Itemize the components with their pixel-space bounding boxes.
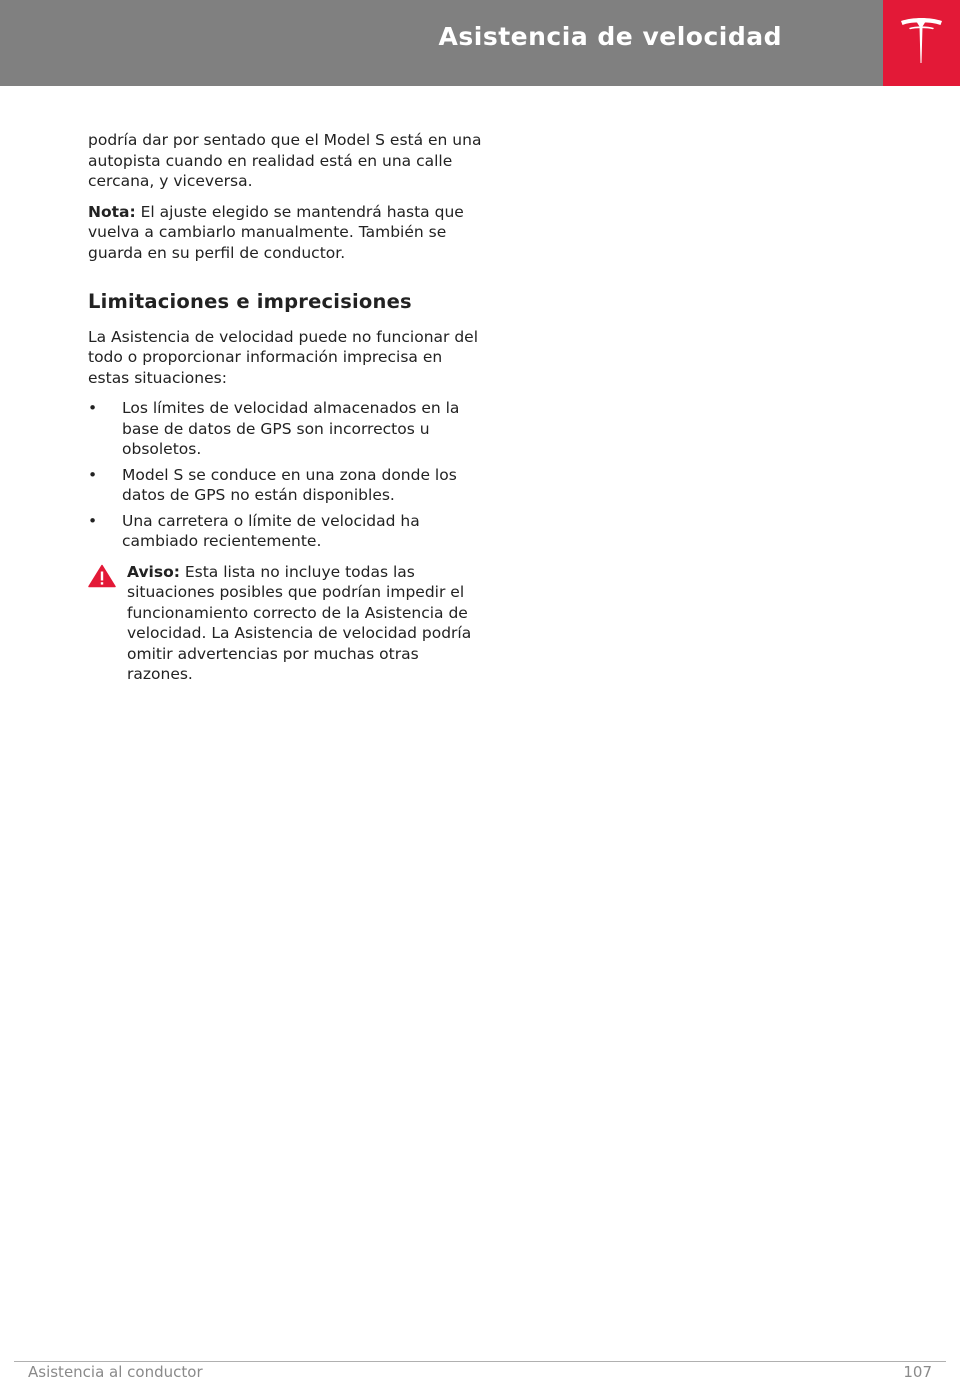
warning-text: Esta lista no incluye todas las situaciones posibles que podrían impedir el funcionamiento correcto de la Asistencia de velocidad. La Asistencia de velocidad podría omitir advertencias por muchas otras razones.: [127, 562, 472, 683]
note-text: El ajuste elegido se mantendrá hasta que vuelva a cambiarlo manualmente. También se guarda en su perfil de conductor.: [88, 202, 464, 262]
section-heading: Limitaciones e imprecisiones: [88, 290, 412, 313]
warning-label: Aviso:: [127, 562, 180, 581]
bullet-icon: •: [88, 399, 98, 417]
main-column: [88, 130, 488, 685]
logo-box: [883, 0, 960, 86]
tesla-logo-icon: [899, 16, 944, 66]
warning-box: [88, 562, 488, 685]
footer-divider: [14, 1361, 946, 1362]
intro-paragraph: La Asistencia de velocidad puede no funcionar del todo o proporcionar información imprecisa en estas situaciones:: [88, 327, 478, 387]
page-title: Asistencia de velocidad: [438, 22, 782, 51]
paragraph: podría dar por sentado que el Model S está en una autopista cuando en realidad está en una calle cercana, y viceversa.: [88, 131, 482, 190]
warning-triangle-icon: [88, 564, 116, 588]
note: [88, 202, 488, 264]
list-item: [88, 511, 488, 552]
footer-section: Asistencia al conductor: [28, 1363, 203, 1381]
list-item-text: Model S se conduce en una zona donde los datos de GPS no están disponibles.: [122, 465, 457, 504]
bullet-icon: •: [88, 465, 98, 484]
bullet-list: [88, 398, 488, 552]
list-item: [88, 398, 488, 460]
header-bar: [0, 0, 883, 86]
list-item: [88, 465, 488, 506]
list-item-text: Los límites de velocidad almacenados en la base de datos de GPS son incorrectos u obsoletos.: [122, 399, 460, 458]
note-label: Nota:: [88, 202, 136, 221]
list-item-text: Una carretera o límite de velocidad ha cambiado recientemente.: [122, 511, 420, 550]
bullet-icon: •: [88, 511, 98, 530]
page-number: 107: [903, 1363, 932, 1381]
